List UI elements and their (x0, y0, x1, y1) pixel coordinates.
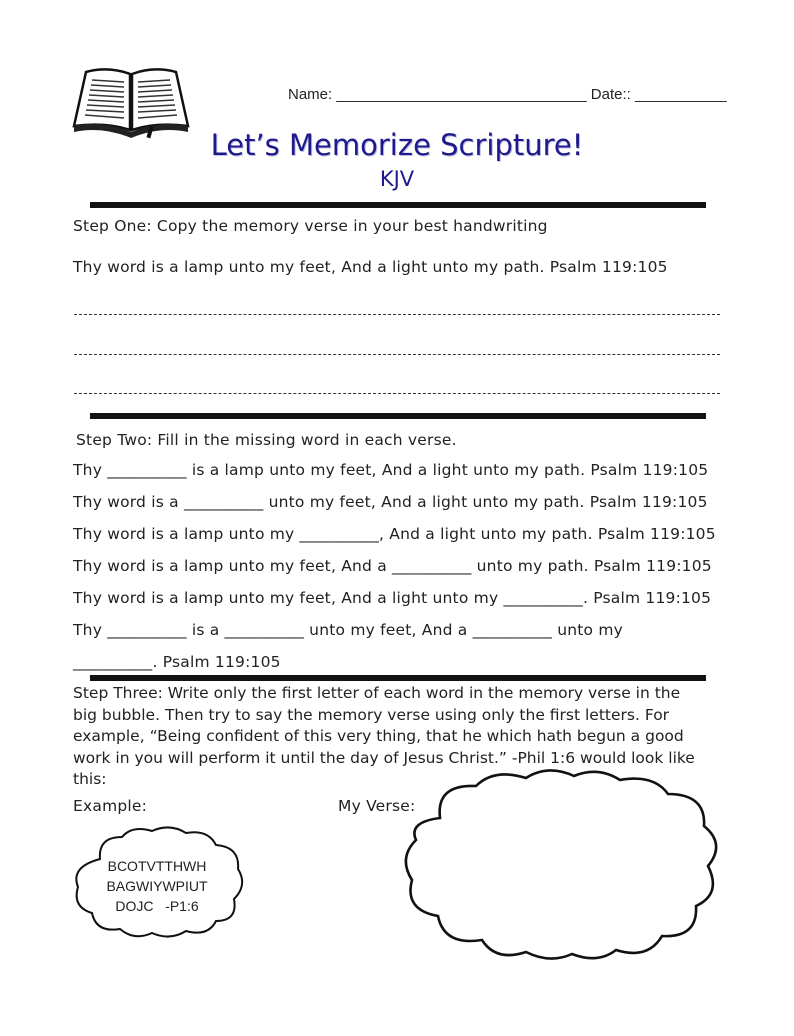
instruction-line: work in you will perform it until the day of Jesus Christ.” -Phil 1:6 would look like (73, 748, 695, 767)
instruction-line: example, “Being confident of this very thing, that he which hath begun a good (73, 727, 684, 745)
example-letters (82, 856, 232, 916)
name-date-line[interactable]: Name: ______________________________ Date:: ___________ (288, 86, 727, 103)
divider-top (90, 202, 706, 208)
step-two-instruction: Step Two: Fill in the missing word in each verse. (76, 431, 457, 449)
my-verse-label: My Verse: (338, 797, 416, 815)
instruction-line: this: (73, 770, 107, 788)
example-line: DOJC -P1:6 (115, 898, 199, 914)
fill-verse-line[interactable]: Thy word is a lamp unto my __________, And a light unto my path. Psalm 119:105 (73, 525, 716, 543)
copy-line-3[interactable] (74, 393, 720, 394)
step-one-instruction: Step One: Copy the memory verse in your best handwriting (73, 217, 548, 235)
fill-verse-line[interactable]: __________. Psalm 119:105 (73, 653, 281, 671)
version-label: KJV (379, 167, 415, 191)
memory-verse: Thy word is a lamp unto my feet, And a light unto my path. Psalm 119:105 (73, 258, 668, 276)
fill-verse-line[interactable]: Thy __________ is a __________ unto my feet, And a __________ unto my (73, 621, 624, 639)
copy-line-2[interactable] (74, 354, 720, 355)
fill-verse-line[interactable]: Thy word is a __________ unto my feet, And a light unto my path. Psalm 119:105 (73, 493, 708, 511)
instruction-line: big bubble. Then try to say the memory verse using only the first letters. For (73, 705, 670, 724)
fill-verse-line[interactable]: Thy word is a lamp unto my feet, And a light unto my __________. Psalm 119:105 (73, 589, 712, 607)
divider-middle (90, 413, 706, 419)
page-title: Let’s Memorize Scripture! (210, 128, 584, 162)
my-verse-cloud-bubble[interactable] (398, 768, 728, 964)
divider-bottom (90, 675, 706, 681)
example-label: Example: (73, 797, 148, 815)
copy-line-1[interactable] (74, 314, 720, 315)
fill-verse-line[interactable]: Thy __________ is a lamp unto my feet, And a light unto my path. Psalm 119:105 (73, 461, 709, 479)
example-line: BAGWIYWPIUT (106, 878, 208, 894)
fill-verse-line[interactable]: Thy word is a lamp unto my feet, And a __________ unto my path. Psalm 119:105 (73, 557, 712, 575)
instruction-line: Step Three: Write only the first letter of each word in the memory verse in the (73, 684, 681, 702)
example-line: BCOTVTTHWH (107, 858, 207, 874)
